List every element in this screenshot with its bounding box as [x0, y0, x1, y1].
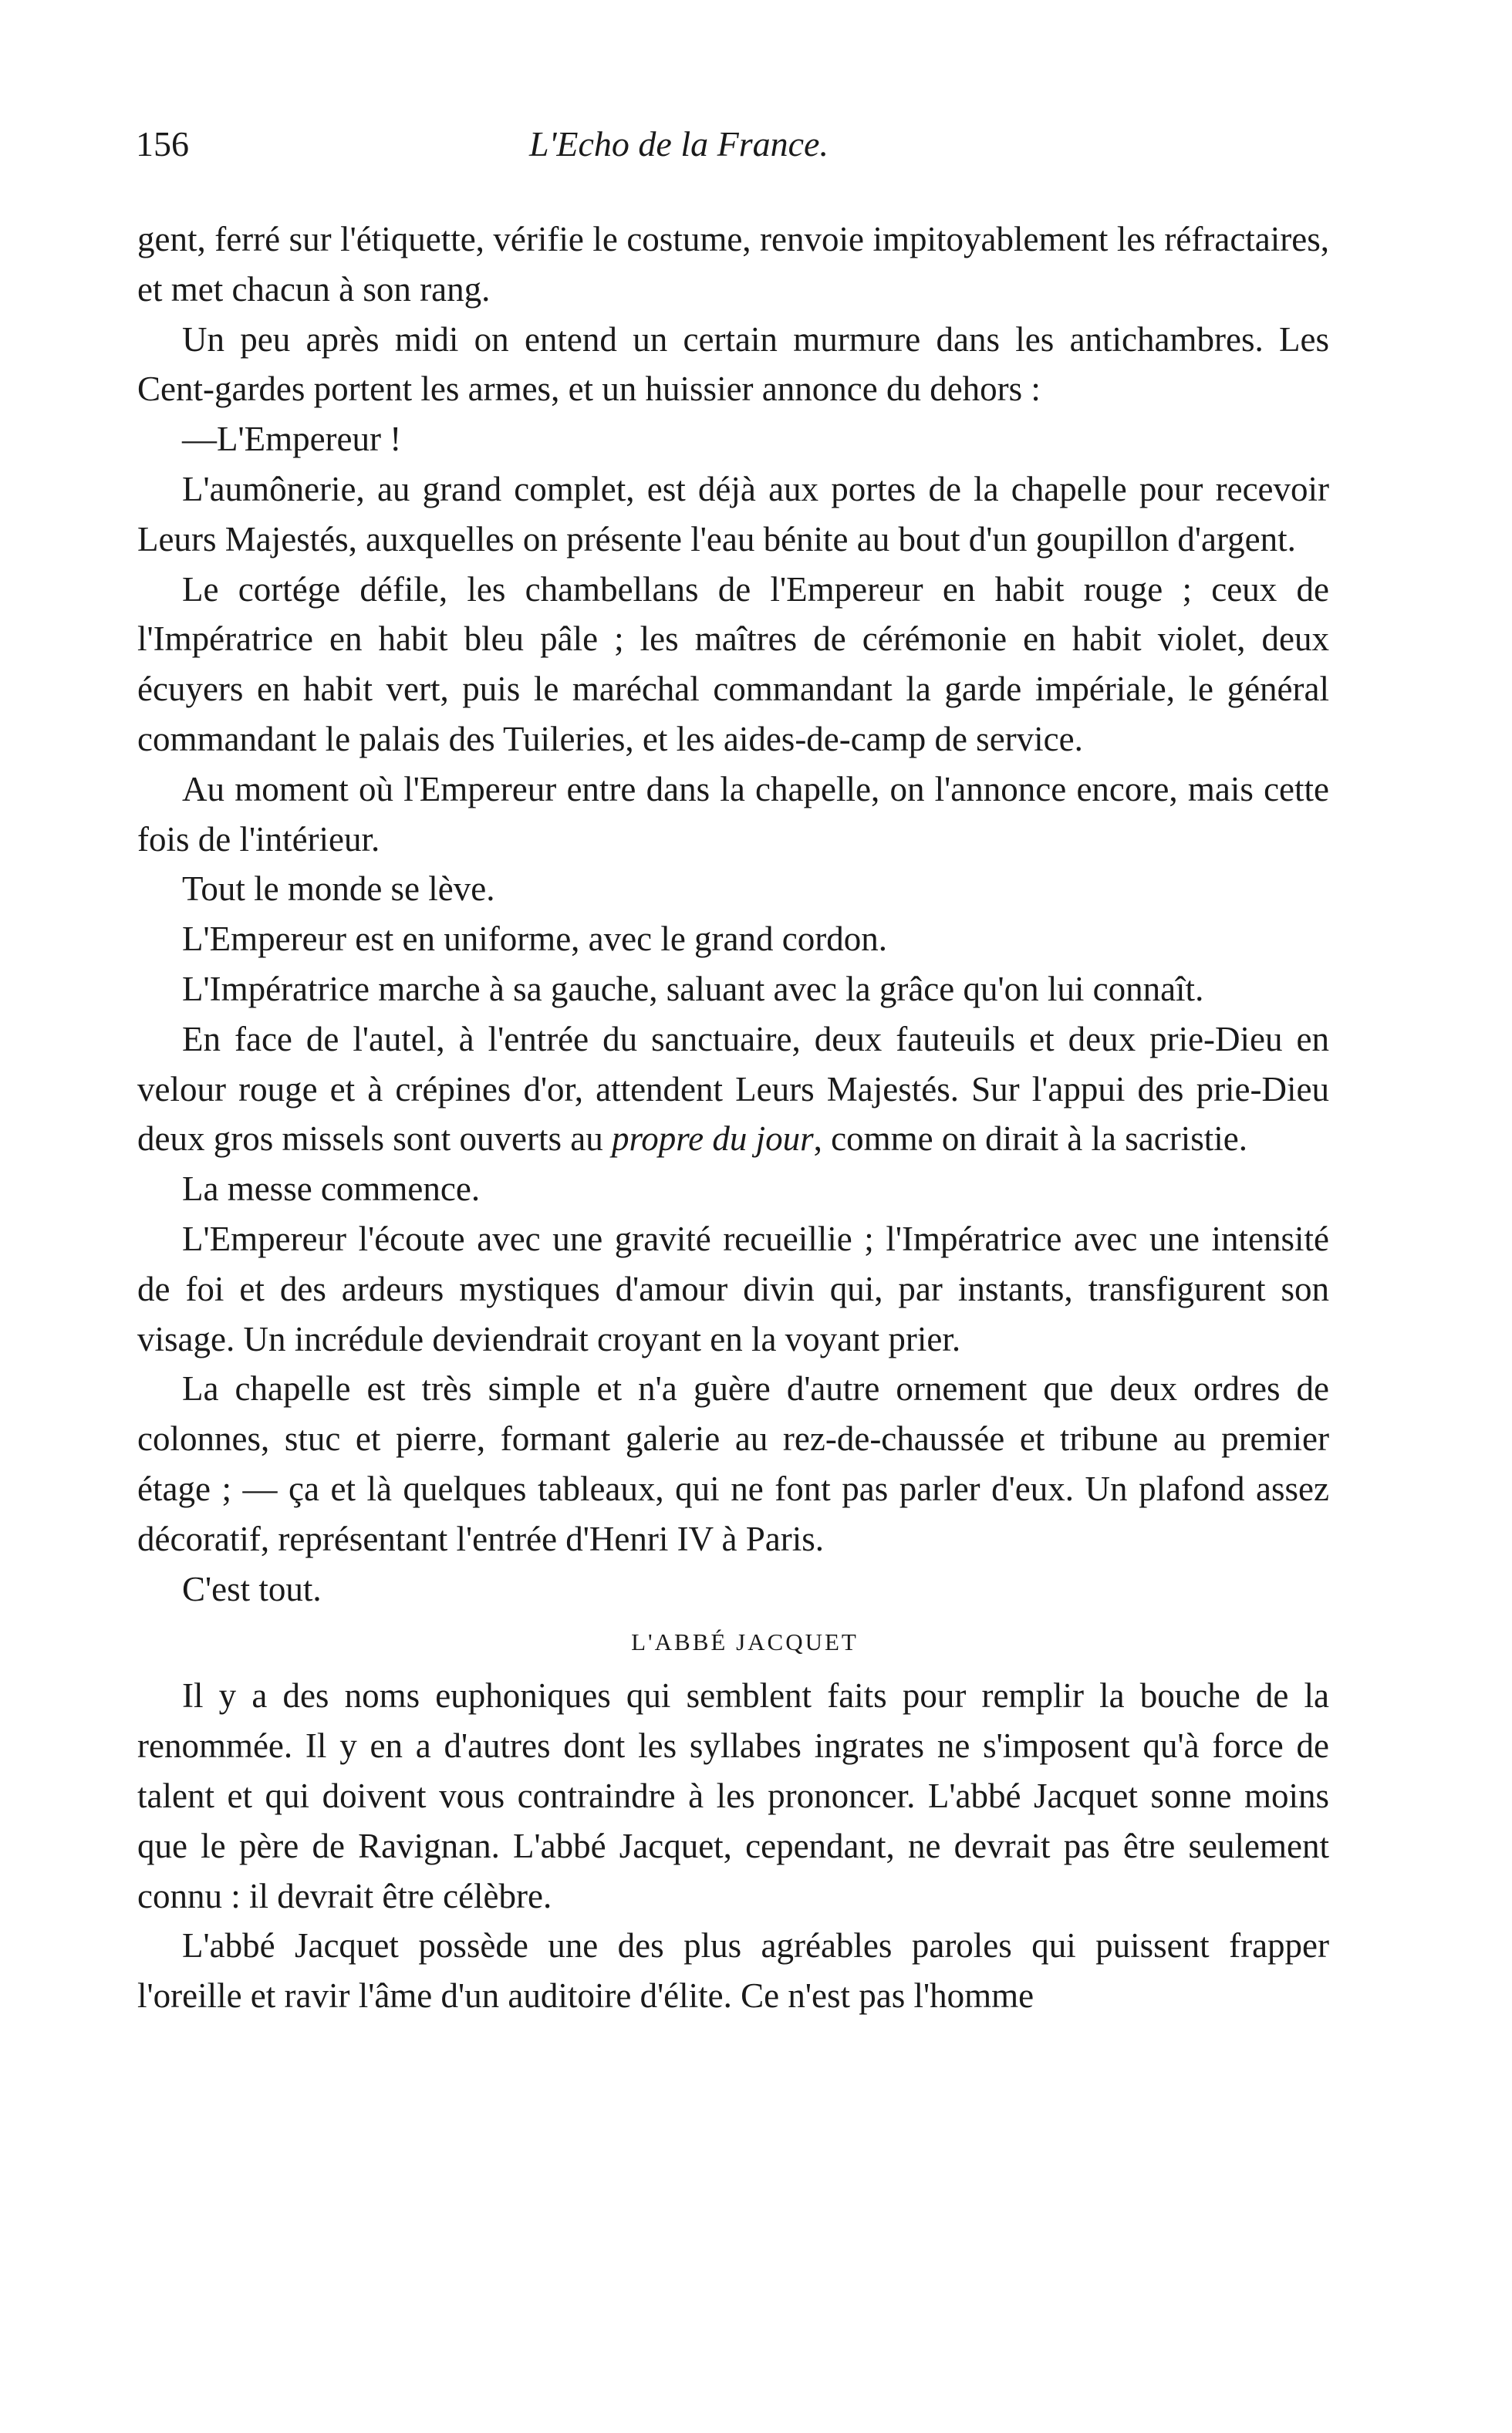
paragraph-10-text-end: , comme on dirait à la sacristie. — [813, 1119, 1247, 1159]
paragraph-8: L'Empereur est en uniforme, avec le grand cordon. — [182, 920, 887, 959]
running-title: L'Echo de la France. — [529, 124, 829, 164]
paragraph-10-italic: propre du jour — [611, 1119, 814, 1159]
page-header — [136, 123, 1324, 177]
paragraph-13: La chapelle est très simple et n'a guère d'autre ornement que deux ordres de colonnes, stuc et pierre, formant galerie au rez-de-chaussée et tribune au premier étage ; — ça et là quelques tableaux, qui ne font pas parler d'eux. Un plafond assez décoratif, représentant l'entrée d'Henri IV à Paris. — [137, 1369, 1329, 1558]
paragraph-12: L'Empereur l'écoute avec une gravité recueillie ; l'Impératrice avec une intensité de foi et des ardeurs mystiques d'amour divin qui, par instants, transfigurent son visage. Un incrédule deviendrait croyant en la voyant prier. — [137, 1219, 1329, 1358]
paragraph-9: L'Impératrice marche à sa gauche, saluant avec la grâce qu'on lui connaît. — [182, 969, 1204, 1008]
page-number: 156 — [136, 124, 189, 164]
paragraph-11: La messe commence. — [182, 1169, 481, 1209]
paragraph-16: L'abbé Jacquet possède une des plus agréables paroles qui puissent frapper l'oreille et ravir l'âme d'un auditoire d'élite. Ce n'est pas l'homme — [137, 1926, 1329, 2016]
paragraph-2: Un peu après midi on entend un certain murmure dans les antichambres. Les Cent-gardes portent les armes, et un huissier annonce du dehors : — [137, 319, 1329, 409]
paragraph-10 — [137, 1014, 1329, 1164]
paragraph-14: C'est tout. — [182, 1569, 322, 1608]
paragraph-6: Au moment où l'Empereur entre dans la chapelle, on l'annonce encore, mais cette fois de l'intérieur. — [137, 769, 1329, 859]
paragraph-4: L'aumônerie, au grand complet, est déjà aux portes de la chapelle pour recevoir Leurs Majestés, auxquelles on présente l'eau bénite au bout d'un goupillon d'argent. — [137, 469, 1329, 558]
paragraph-1: gent, ferré sur l'étiquette, vérifie le costume, renvoie impitoyablement les réfractaires, et met chacun à son rang. — [137, 220, 1329, 309]
paragraph-10-text: En face de l'autel, à l'entrée du sanctuaire, deux fauteuils et deux prie-Dieu en velour rouge et à crépines d'or, attendent Leurs Majestés. Sur l'appui des prie-Dieu deux gros missels sont ouverts au — [137, 1019, 1329, 1159]
section-heading: L'ABBÉ JACQUET — [631, 1628, 859, 1656]
paragraph-15: Il y a des noms euphoniques qui semblent faits pour remplir la bouche de la renommée. Il y en a d'autres dont les syllabes ingrates ne s'imposent qu'à force de talent et qui doivent vous contraindre à les prononcer. L'abbé Jacquet sonne moins que le père de Ravignan. L'abbé Jacquet, cependant, ne devrait pas être seulement connu : il devrait être célèbre. — [137, 1676, 1329, 1915]
paragraph-3: —L'Empereur ! — [182, 420, 402, 459]
paragraph-7: Tout le monde se lève. — [182, 869, 495, 909]
body-text — [137, 214, 1329, 2021]
paragraph-5: Le cortége défile, les chambellans de l'Empereur en habit rouge ; ceux de l'Impératrice en habit bleu pâle ; les maîtres de cérémonie en habit violet, deux écuyers en habit vert, puis le maréchal commandant la garde impériale, le général commandant le palais des Tuileries, et les aides-de-camp de service. — [137, 569, 1329, 758]
